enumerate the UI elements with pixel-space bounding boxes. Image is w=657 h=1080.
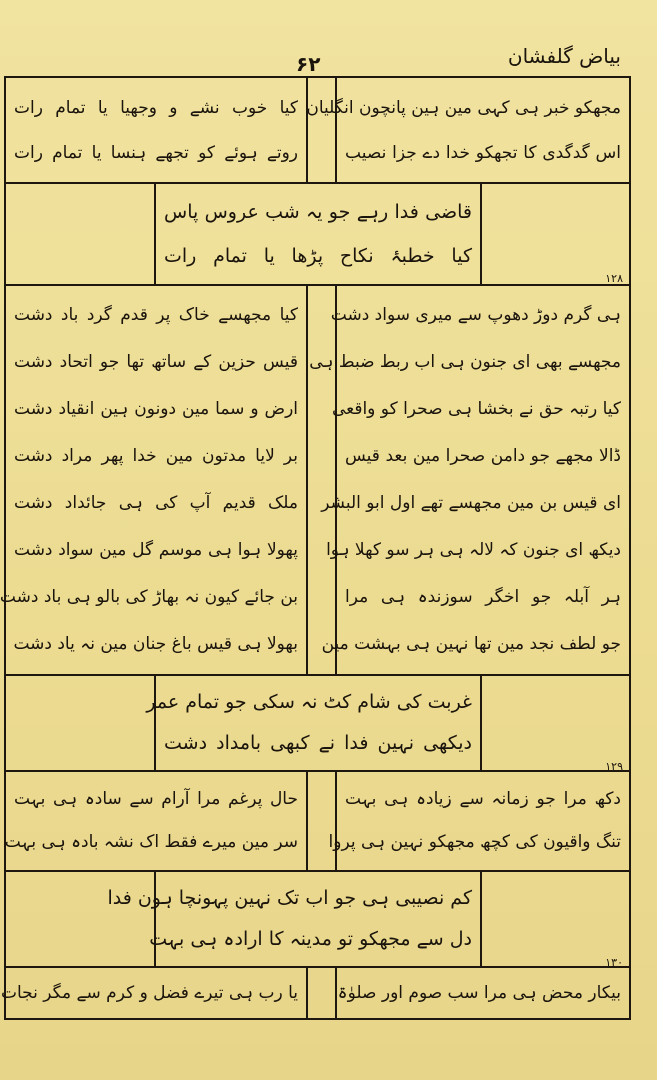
page-number: ۶۲ [296, 52, 321, 76]
verse-row [0, 284, 629, 676]
center-couplet-cell [146, 674, 482, 770]
running-head: بیاض گلفشان [507, 44, 621, 68]
right-hemistich-cell [335, 966, 629, 1018]
verse-row [6, 78, 629, 184]
verse-line: دکھ مرا جو زمانہ سے زیادہ ہی بہت [345, 789, 621, 810]
verse-line: دیکھی نہین فدا نے کبھی بامداد دشت [164, 732, 472, 755]
verse-line: غربت کی شام کٹ نہ سکی جو تمام عمر [146, 691, 472, 714]
verse-row-center [6, 182, 629, 286]
verse-line: یا رب ہی تیرے فضل و کرم سے مگر نجات [0, 982, 298, 1003]
verse-line: تنگ واقیون کی کچھ مجھکو نہین ہی پروا [328, 832, 621, 853]
verse-line: جو لطف نجد مین تھا نہین ہی بہشت مین [321, 634, 621, 655]
verse-line: سر مین میرے فقط اک نشہ بادہ ہی بہت [4, 832, 298, 853]
left-hemistich-cell [6, 78, 308, 182]
verse-line: کیا رتبہ حق نے بخشا ہی صحرا کو واقعی [331, 399, 621, 420]
right-hemistich-cell [306, 78, 629, 182]
verse-row [0, 966, 629, 1018]
verse-line: قاضی فدا رہے جو یہ شب عروس پاس [164, 200, 472, 223]
verse-line: بن جائے کیون نہ بھاڑ کی بالو ہی باد دشت [0, 587, 298, 608]
verse-line: کم نصیبی ہی جو اب تک نہین پہونچا ہون فدا [107, 887, 472, 910]
verse-line: ڈالا مجھے جو دامن صحرا مین بعد قیس [345, 446, 621, 467]
verse-line: بر لایا مدتون مین خدا پھر مراد دشت [14, 446, 298, 467]
verse-number: ۱۲۹ [605, 760, 623, 773]
verse-row [6, 770, 629, 872]
verse-line: بیکار محض ہی مرا سب صوم اور صلوٰۃ [337, 982, 621, 1003]
verse-line: حال پرغم مرا آرام سے سادہ ہی بہت [14, 789, 298, 810]
verse-line: ہی گرم دوڑ دھوپ سے میری سواد دشت [330, 305, 621, 326]
verse-number: ۱۳۰ [605, 956, 623, 969]
verse-line: مجھسے بھی ای جنون ہی اب ربط ضبط ہی [309, 352, 621, 373]
verse-line: ارض و سما مین دونون ہین انقیاد دشت [14, 399, 298, 420]
verse-line: قیس حزین کے ساتھ تھا جو اتحاد دشت [14, 352, 298, 373]
center-couplet-cell [154, 182, 482, 284]
verse-number: ۱۲۸ [605, 272, 623, 285]
verse-line: اس گدگدی کا تجھکو خدا دے جزا نصیب [345, 143, 621, 164]
verse-line: کیا خوب نشے و وجھیا یا تمام رات [14, 98, 298, 119]
verse-line: بھولا ہی قیس باغ جنان مین نہ یاد دشت [13, 634, 298, 655]
verse-line: دل سے مجھکو تو مدینہ کا ارادہ ہی بہت [149, 928, 472, 951]
left-hemistich-cell [0, 284, 308, 674]
verse-line: روتے ہوئے کو تجھے ہنسا یا تمام رات [14, 143, 298, 164]
center-couplet-cell [107, 870, 482, 966]
verse-table [0, 76, 631, 1020]
verse-line: ہر آبلہ جو اخگر سوزندہ ہی مرا [345, 587, 621, 608]
verse-row-center [6, 870, 629, 968]
verse-line: ملک قدیم آپ کی ہی جائداد دشت [14, 493, 298, 514]
verse-line: دیکھ ای جنون کہ لالہ ہی ہر سو کھلا ہوا [326, 540, 621, 561]
right-hemistich-cell [328, 770, 629, 870]
verse-line: پھولا ہوا ہی موسم گل مین سواد دشت [14, 540, 298, 561]
verse-line: کیا خطبۂ نکاح پڑھا یا تمام رات [164, 244, 472, 267]
verse-line: کیا مجھسے خاک پر قدم گرد باد دشت [14, 305, 298, 326]
verse-row-center [6, 674, 629, 772]
verse-line: ای قیس بن مین مجھسے تھے اول ابو البشر [321, 493, 621, 514]
right-hemistich-cell [309, 284, 629, 674]
left-hemistich-cell [0, 966, 308, 1018]
page-header [0, 34, 657, 74]
verse-line: مجھکو خبر ہی کہی مین ہین پانچون انگلیان [306, 98, 621, 119]
left-hemistich-cell [6, 770, 308, 870]
